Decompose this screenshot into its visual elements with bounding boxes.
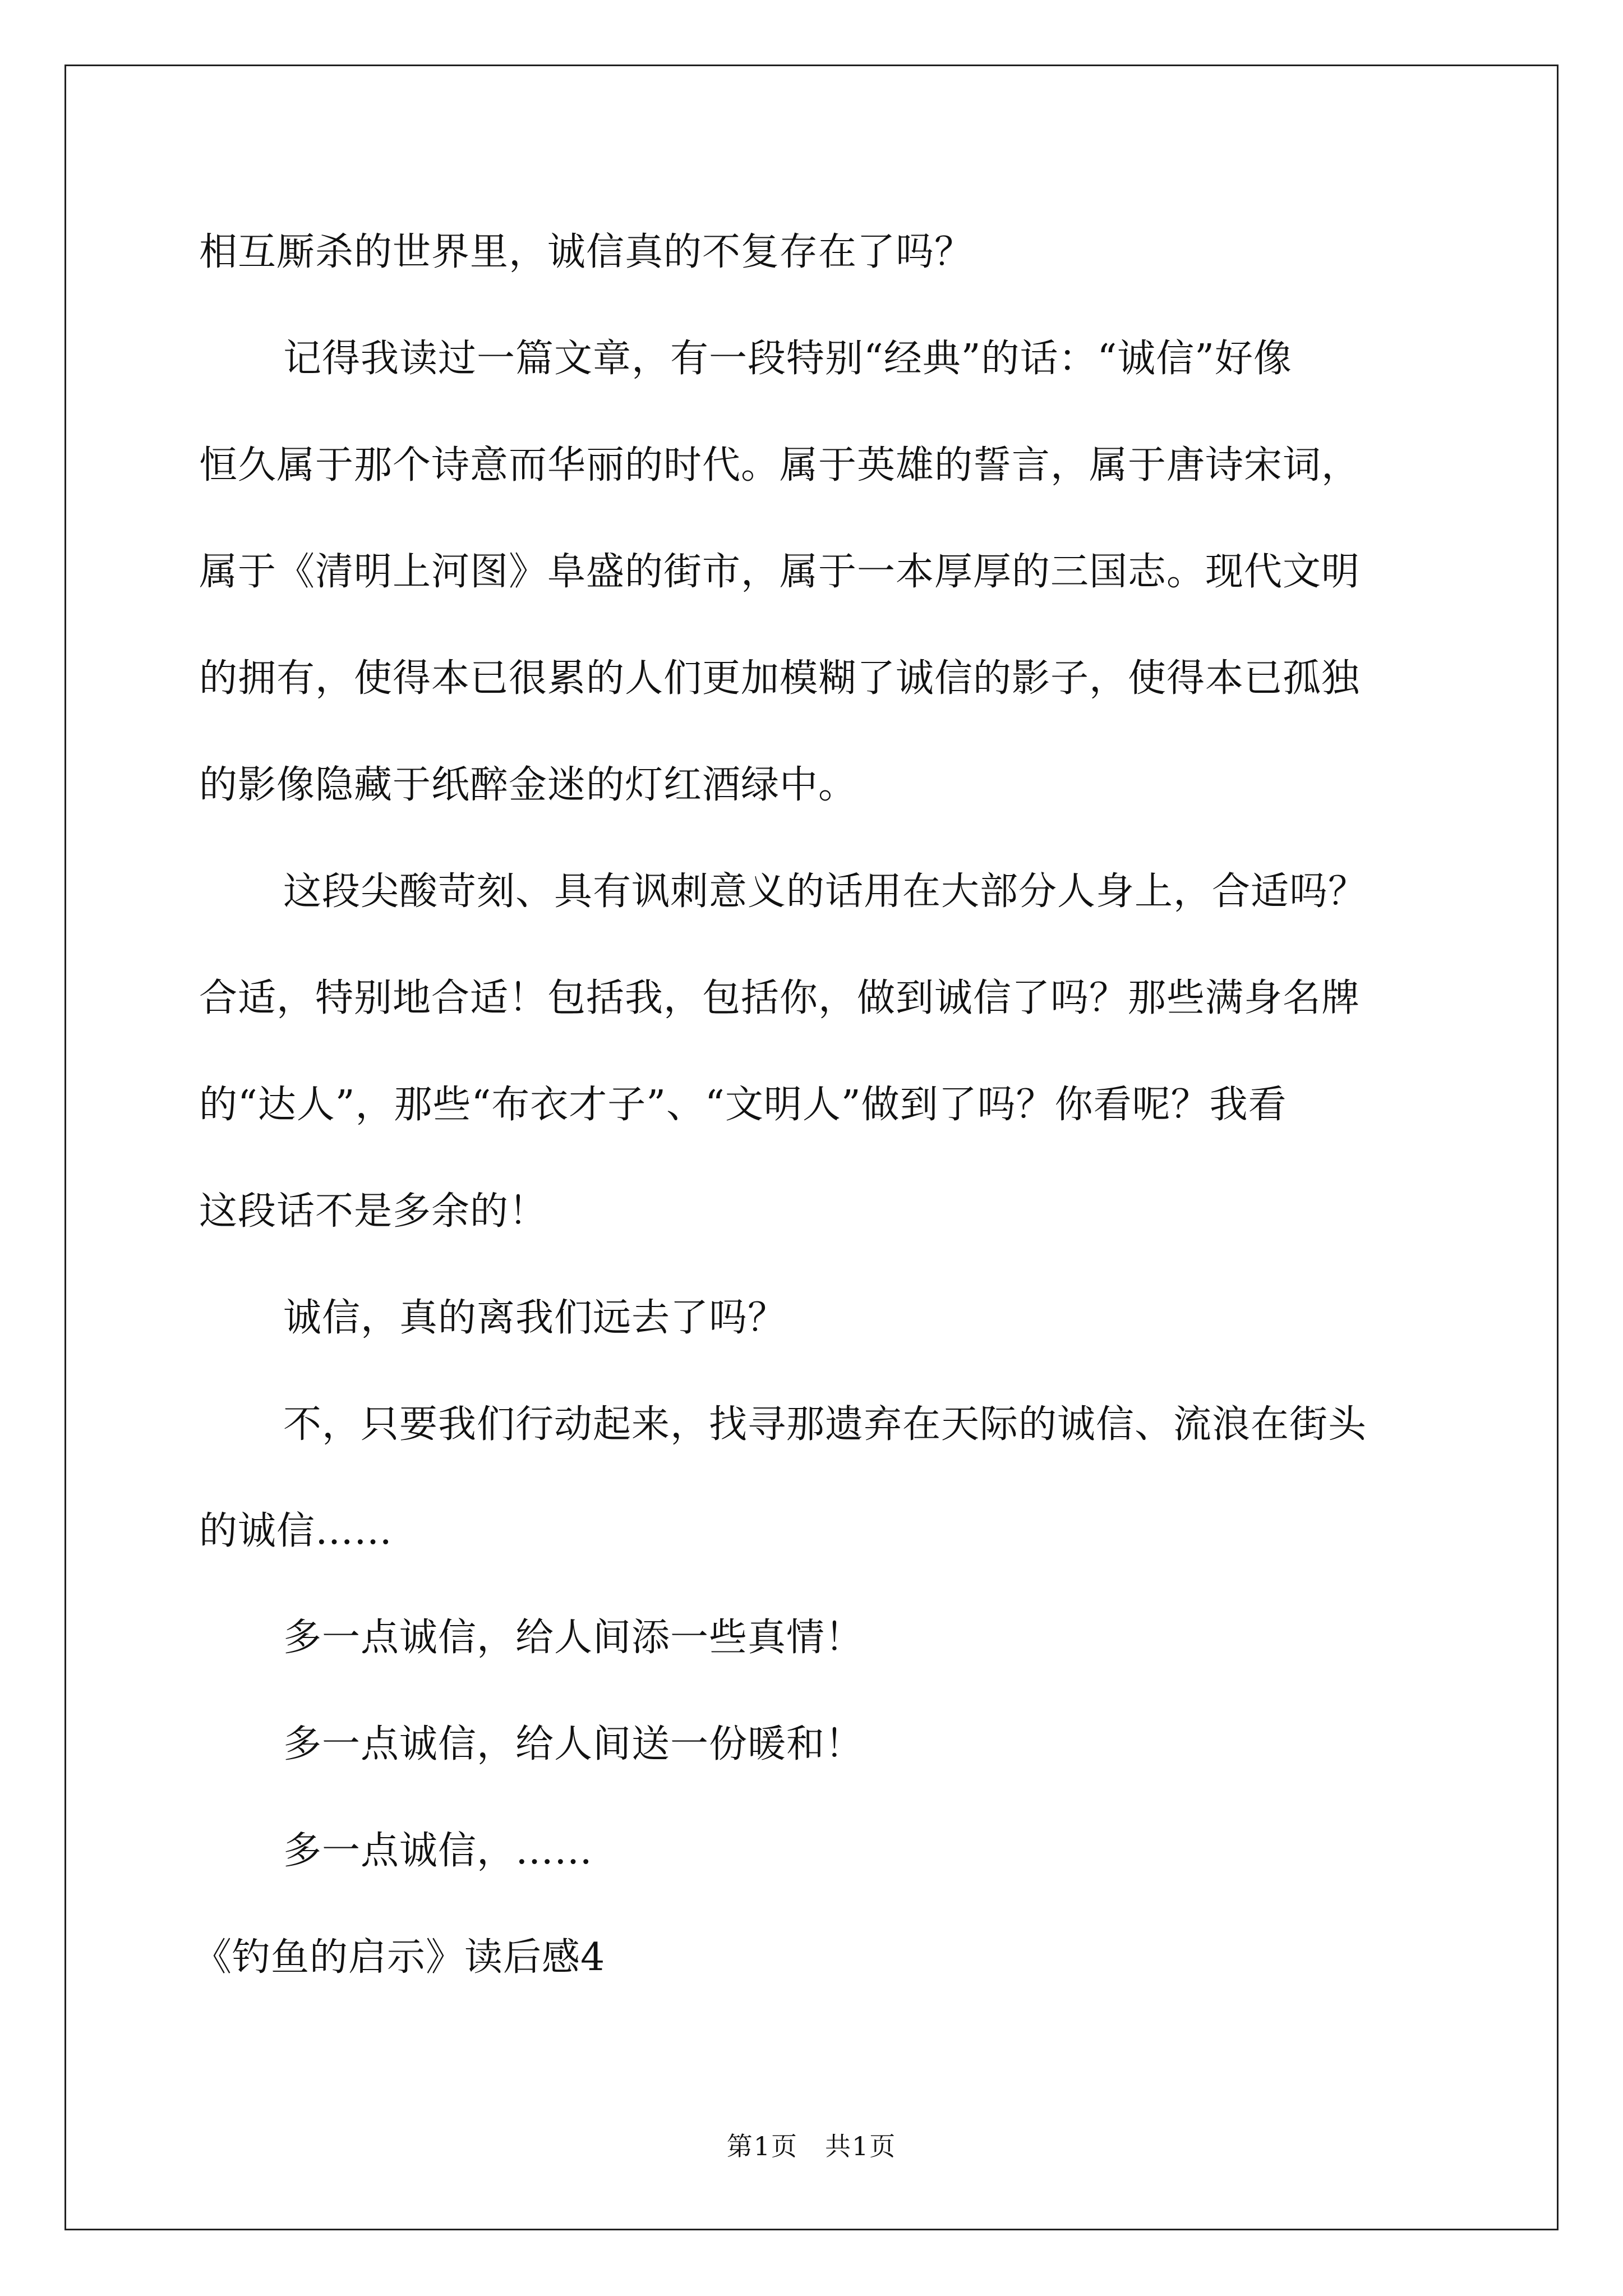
paragraph-line: 的拥有，使得本已很累的人们更加模糊了诚信的影子，使得本已孤独 [199,656,1361,701]
paragraph-line: 多一点诚信，给人间添一些真情！ [283,1616,864,1660]
paragraph-line: 相互厮杀的世界里，诚信真的不复存在了吗？ [199,230,974,274]
paragraph-line: 多一点诚信，给人间送一份暖和！ [283,1722,864,1766]
paragraph-line: 这段尖酸苛刻、具有讽刺意义的话用在大部分人身上，合适吗？ [283,869,1367,914]
paragraph-line: 属于《清明上河图》阜盛的街市，属于一本厚厚的三国志。现代文明 [199,550,1361,594]
page-number-footer: 第1页 共1页 [726,2131,897,2161]
paragraph-line: 诚信，真的离我们远去了吗？ [283,1296,787,1340]
paragraph-line: 的“达人”，那些“布衣才子”、“文明人”做到了吗？你看呢？我看 [199,1083,1287,1127]
paragraph-line: 不，只要我们行动起来，找寻那遗弃在天际的诚信、流浪在街头 [283,1402,1367,1447]
paragraph-line: 这段话不是多余的！ [199,1189,548,1234]
document-body [193,199,1433,2011]
section-title: 《钓鱼的启示》读后感4 [193,1935,606,1980]
paragraph-line: 恒久属于那个诗意而华丽的时代。属于英雄的誓言，属于唐诗宋词， [199,443,1361,487]
paragraph-line: 合适，特别地合适！包括我，包括你，做到诚信了吗？那些满身名牌 [199,976,1361,1020]
paragraph-line: 的诚信…… [199,1509,393,1553]
paragraph-line: 多一点诚信，…… [283,1829,593,1873]
paragraph-line: 记得我读过一篇文章，有一段特别“经典”的话：“诚信”好像 [283,337,1293,381]
paragraph-line: 的影像隐藏于纸醉金迷的灯红酒绿中。 [199,763,857,807]
